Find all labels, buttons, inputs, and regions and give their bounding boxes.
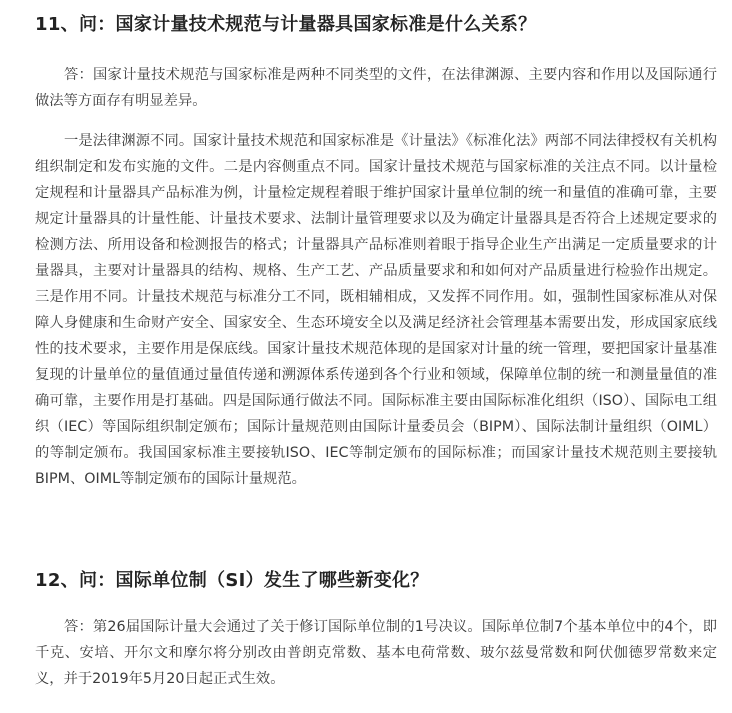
question-12-answer: 答：第26届国际计量大会通过了关于修订国际单位制的1号决议。国际单位制7个基本单位中的4个，即千克、安培、开尔文和摩尔将分别改由普朗克常数、基本电荷常数、玻尔兹曼常数和阿伏伽德罗常数来定义，并于2019年5月20日起正式生效。 xyxy=(35,619,717,687)
question-11-answer-detail: 一是法律渊源不同。国家计量技术规范和国家标准是《计量法》《标准化法》两部不同法律授权有关机构组织制定和发布实施的文件。二是内容侧重点不同。国家计量技术规范与国家标准的关注点不同。以计量检定规程和计量器具产品标准为例，计量检定规程着眼于维护国家计量单位制的统一和量值的准确可靠，主要规定计量器具的计量性能、计量技术要求、法制计量管理要求以及为确定计量器具是否符合上述规定要求的检测方法、所用设备和检测报告的格式；计量器具产品标准则着眼于指导企业生产出满足一定质量要求的计量器具，主要对计量器具的结构、规格、生产工艺、产品质量要求和和如何对产品质量进行检验作出规定。三是作用不同。计量技术规范与标准分工不同，既相辅相成，又发挥不同作用。如，强制性国家标准从对保障人身健康和生命财产安全、国家安全、生态环境安全以及满足经济社会管理基本需要出发，形成国家底线性的技术要求，主要作用是保底线。国家计量技术规范体现的是国家对计量的统一管理，要把国家计量基准复现的计量单位的量值通过量值传递和溯源体系传递到各个行业和领域，保障单位制的统一和测量量值的准确可靠，主要作用是打基础。四是国际通行做法不同。国际标准主要由国际标准化组织（ISO）、国际电工组织（IEC）等国际组织制定颁布；国际计量规范则由国际计量委员会（BIPM）、国际法制计量组织（OIML）的等制定颁布。我国国家标准主要接轨ISO、IEC等制定颁布的国际标准；而国家计量技术规范则主要接轨BIPM、OIML等制定颁布的国际计量规范。 xyxy=(35,133,717,487)
question-11-answer-intro: 答：国家计量技术规范与国家标准是两种不同类型的文件，在法律渊源、主要内容和作用以及国际通行做法等方面存有明显差异。 xyxy=(35,67,717,109)
question-11-heading: 11、问：国家计量技术规范与计量器具国家标准是什么关系？ xyxy=(35,14,537,35)
question-12-heading: 12、问：国际单位制（SI）发生了哪些新变化？ xyxy=(35,570,429,591)
